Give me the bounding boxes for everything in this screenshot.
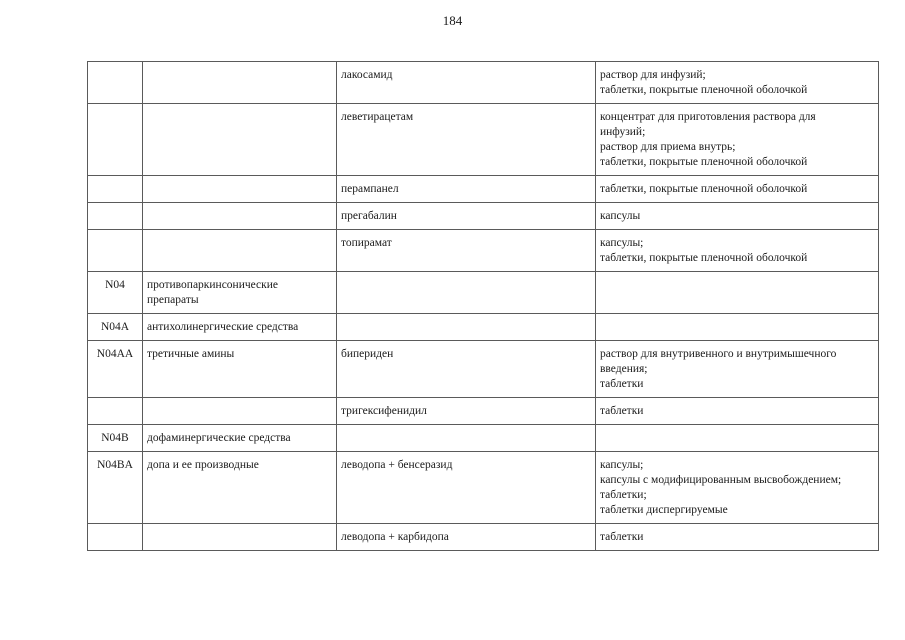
drug-name-cell — [337, 272, 596, 314]
table-row — [88, 203, 879, 230]
dosage-form-line: раствор для приема внутрь; — [600, 141, 736, 153]
dosage-form-line: таблетки, покрытые пленочной оболочкой — [600, 183, 808, 195]
drug-name-cell: леветирацетам — [337, 104, 596, 176]
dosage-form-line: таблетки — [600, 531, 644, 543]
group-name-cell — [143, 272, 337, 314]
table-row — [88, 398, 879, 425]
dosage-form-line: таблетки, покрытые пленочной оболочкой — [600, 252, 808, 264]
dosage-form-cell — [596, 272, 879, 314]
dosage-form-line: концентрат для приготовления раствора для — [600, 111, 816, 123]
dosage-form-cell — [596, 341, 879, 398]
dosage-form-line: таблетки, покрытые пленочной оболочкой — [600, 156, 808, 168]
atc-code-cell: N04 — [88, 272, 143, 314]
table-row — [88, 272, 879, 314]
atc-code-cell: N04BA — [88, 452, 143, 524]
atc-code-cell — [88, 203, 143, 230]
group-name-cell — [143, 524, 337, 551]
group-name-cell — [143, 104, 337, 176]
atc-code-cell — [88, 230, 143, 272]
table-row — [88, 314, 879, 341]
dosage-form-cell — [596, 452, 879, 524]
atc-code-cell — [88, 104, 143, 176]
table-row — [88, 524, 879, 551]
dosage-form-line: капсулы — [600, 210, 641, 222]
drug-name-cell: леводопа + бенсеразид — [337, 452, 596, 524]
dosage-form-cell — [596, 230, 879, 272]
atc-code-cell: N04A — [88, 314, 143, 341]
atc-code-cell — [88, 398, 143, 425]
dosage-form-cell — [596, 524, 879, 551]
group-name-cell: дофаминергические средства — [143, 425, 337, 452]
dosage-form-cell — [596, 62, 879, 104]
group-name-line: препараты — [147, 294, 199, 306]
table-row — [88, 62, 879, 104]
group-name-cell: третичные амины — [143, 341, 337, 398]
dosage-form-line: раствор для инфузий; — [600, 69, 706, 81]
dosage-form-cell — [596, 314, 879, 341]
dosage-form-line: таблетки, покрытые пленочной оболочкой — [600, 84, 808, 96]
dosage-form-line: капсулы; — [600, 459, 644, 471]
drug-name-cell: перампанел — [337, 176, 596, 203]
dosage-form-line: введения; — [600, 363, 648, 375]
atc-code-cell: N04AA — [88, 341, 143, 398]
group-name-cell — [143, 176, 337, 203]
atc-code-cell: N04B — [88, 425, 143, 452]
group-name-line: противопаркинсонические — [147, 279, 278, 291]
dosage-form-line: капсулы; — [600, 237, 644, 249]
atc-code-cell — [88, 176, 143, 203]
dosage-form-line: таблетки — [600, 378, 644, 390]
table-row — [88, 104, 879, 176]
dosage-form-cell — [596, 104, 879, 176]
group-name-cell: допа и ее производные — [143, 452, 337, 524]
dosage-form-line: капсулы с модифицированным высвобождением; — [600, 474, 842, 486]
dosage-form-line: раствор для внутривенного и внутримышечного — [600, 348, 837, 360]
dosage-form-line: таблетки — [600, 405, 644, 417]
table-row — [88, 230, 879, 272]
table-row — [88, 425, 879, 452]
dosage-form-line: инфузий; — [600, 126, 646, 138]
drug-name-cell — [337, 425, 596, 452]
dosage-form-line: таблетки; — [600, 489, 647, 501]
group-name-cell — [143, 203, 337, 230]
table-row — [88, 341, 879, 398]
atc-code-cell — [88, 62, 143, 104]
group-name-cell — [143, 62, 337, 104]
drug-name-cell: топирамат — [337, 230, 596, 272]
drug-name-cell: бипериден — [337, 341, 596, 398]
group-name-cell — [143, 230, 337, 272]
table-row — [88, 176, 879, 203]
atc-code-cell — [88, 524, 143, 551]
dosage-form-cell — [596, 203, 879, 230]
page-number: 184 — [442, 13, 463, 28]
drug-name-cell: прегабалин — [337, 203, 596, 230]
dosage-form-cell — [596, 425, 879, 452]
drug-name-cell — [337, 314, 596, 341]
drug-name-cell: леводопа + карбидопа — [337, 524, 596, 551]
group-name-cell — [143, 398, 337, 425]
dosage-form-cell — [596, 176, 879, 203]
drug-name-cell: лакосамид — [337, 62, 596, 104]
dosage-form-cell — [596, 398, 879, 425]
table-row — [88, 452, 879, 524]
group-name-cell: антихолинергические средства — [143, 314, 337, 341]
drug-name-cell: тригексифенидил — [337, 398, 596, 425]
medication-table — [87, 61, 879, 551]
dosage-form-line: таблетки диспергируемые — [600, 504, 728, 516]
